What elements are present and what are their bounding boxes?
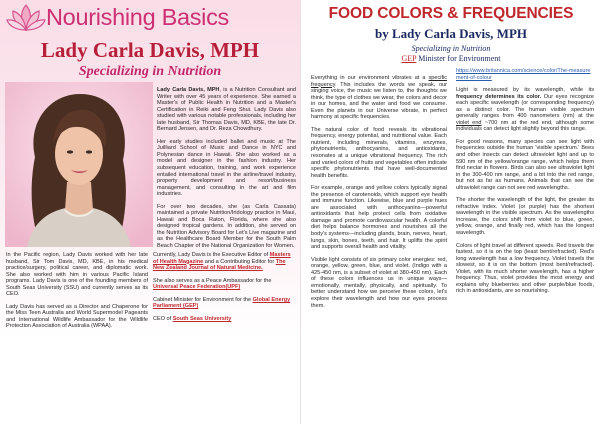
gep-link[interactable]: Global Energy Parliament (GEP) <box>153 296 291 310</box>
roles-editor-text: Currently, Lady Davis is the Executive Editor of <box>153 252 270 258</box>
right-page <box>300 0 600 424</box>
bio-intro-text: , is a Nutrition Consultant and Writer with over 45 years of experience. She earned a Master's of Public Health in Nutrition and a Master's Certification in Reiki and Feng Shui. Lady Davis also studied with various notable professionals, including her late husband, Sir Thomas Davis, MD, KBE, the late Dr. Bernard Jensen, and Dr. Reza Chowdhury. <box>157 87 296 133</box>
article-byline: by Lady Carla Davis, MPH <box>374 26 528 41</box>
masthead-title: Nourishing Basics <box>46 4 229 30</box>
bio-roles-column <box>153 252 296 328</box>
para-light-speeds: Colors of light travel at different speeds. Red travels the fastest, so it is on the top (least bent/refracted). Red's long wavelength has a low frequency. Violet travels the slowest, so it is on the bottom (most bent/refracted). Violet, with its much shorter wavelength, has a higher frequency. Thus, violet provides the most energy and explains why blueberries and other purple/blue foods, rich in antioxidants, are so nourishing. <box>456 242 594 295</box>
article-specializing: Specializing in Nutrition <box>411 44 491 53</box>
para-species-vision: For good reasons, many species can see light with frequencies outside the human 'visible spectrum.' Bees and other insects can detect ultraviolet light and up to 590 nm of the yellow/orange range, which helps them find nectar in flowers. Birds can also see ultraviolet light in the 300-400 nm range, and a bit into the red range, but not as far as humans. Animals that can see the ultraviolet range can not see red wavelengths. <box>456 138 594 191</box>
article-column-1 <box>311 75 447 315</box>
masters-of-health-link[interactable]: Masters of Health Magazine <box>153 252 291 265</box>
gep-header-link[interactable]: GEP <box>401 54 417 63</box>
gep-minister-text: Minister for Environment <box>416 54 501 63</box>
bio-practice: For over two decades, she (as Carla Cassata) maintained a private Nutrition/Iridology practice in Maui, Hawaii and Boca Raton, Florida, where she also designed tropical gardens. In addition, she served on the Nutrition Advisory Board for Let's Live magazine and as the Healthcare Board Member for the South Palm Beach Chapter of the National Organization for Women. <box>157 203 296 250</box>
para1-rest: . This includes the words we speak, our singing voice, the music we listen to, the thoughts we think, the type of clothes we wear, the colors and decor in our homes, and the water and food we consume. Even the planets in our Universe vibrate, in perfect harmony at specific frequencies. <box>311 81 447 121</box>
light-range-text: ~700 nm at the red end, although some individuals can detect light slightly beyond this range. <box>456 119 594 133</box>
article-column-2 <box>456 68 594 301</box>
lotus-logo-icon <box>6 2 46 34</box>
bio-pacific-column <box>6 252 148 336</box>
ssu-link[interactable]: South Seas University <box>172 315 232 322</box>
bio-pacific-paragraph: In the Pacific region, Lady Davis worked with her late husband, Sir Tom Davis, MD, KBE, in his medical practice/surgery, political career, and diplomatic work. She also worked with him in various Pacific Island programs. Lady Davis is one of the founding members of South Seas University (SSU) and currently serves as its CEO. <box>6 252 148 298</box>
light-measured-text: Light is measured by its wavelength, while its <box>456 87 594 94</box>
author-bio <box>157 87 296 256</box>
author-subtitle: Specializing in Nutrition <box>78 64 222 79</box>
roles-editor-mid: and a Contributing Editor for <box>203 258 276 265</box>
roles-ceo-text: CEO of <box>153 315 173 322</box>
bio-author-name: Lady Carla Davis, MPH <box>157 87 220 93</box>
article-title: FOOD COLORS & FREQUENCIES <box>328 5 574 22</box>
roles-peace-text: She also serves as a Peace Ambassador for the <box>153 277 272 284</box>
para-visible-light: Visible light consists of six primary color energies: red, orange, yellow, green, blue, and violet. (Indigo with a 425-450 nm, is a subset of violet at 380-450 nm). Each of these colors influences us in unique ways—emotionally, mentally, physically, and spiritually. To better understand how we perceive these colors, let's explore their wavelength and how our eyes process them. <box>311 256 447 309</box>
nz-journal-link[interactable]: The New Zealand Journal of Natural Medicine. <box>153 258 286 272</box>
upf-link[interactable]: Universal Peace Federation(UPF) <box>153 284 241 291</box>
light-spectrum-text: Our eyes recognize each specific wavelength (or corresponding frequency) as a distinct color. The human visible spectrum generally ranges from 400 nanometers (nm) at the <box>456 93 595 120</box>
para1-start: Everything in our environment vibrates at a <box>311 75 429 81</box>
author-portrait <box>5 82 153 247</box>
frequency-color-bold: frequency determines its color. <box>456 93 542 100</box>
bio-early-studies: Her early studies included ballet and music at The Juilliard School of Music and Dance in NYC and Polynesian dance in Hawaii. She also worked as a model and designer in the fashion industry. Her subsequent education, training, and work experience entailed international travel in the airline/travel industry, property development and resort/business management, and consulting in the art and film industries. <box>157 138 296 198</box>
author-name-heading: Lady Carla Davis, MPH <box>40 38 260 62</box>
para-wavelength-refraction: The shorter the wavelength of the light, the greater its refractive index. Violet (or purple) has the shortest wavelength in the visible spectrum. As the wavelengths increase, the colors shift from violet to blue, green, yellow, orange, and finally red, which has the longest wavelength. <box>456 197 594 237</box>
para-natural-color: The natural color of food reveals its vibrational frequency, energy potential, and nutritional value. Each nutrient, including minerals, vitamins, enzymes, phytonutrients, anthocyanins, and antioxidants, resonates at a unique vibrational frequency. The rich and varied colors of fruits and vegetables often indicate specific phytonutrients that have well-documented health benefits. <box>311 126 447 179</box>
para-example-colors: For example, orange and yellow colors typically signal the presence of carotenoids, which support eye health and immune function. Likewise, blue and purple hues are associated with anthocyanins—powerful antioxidants that help protect cells from oxidative damage and promote cardiovascular health. A colorful diet helps balance hormones and nourishes all the body's systems—including glands, brain, nerves, heart, lungs, skin, bones, teeth, and hair. It uplifts the spirit and supports overall health and vitality. <box>311 185 447 251</box>
specific-frequency-link[interactable]: specific frequency <box>311 75 447 88</box>
britannica-url-link[interactable]: https://www.britannica.com/science/color/The-measurement-of-colour <box>456 68 591 81</box>
violet-end-link[interactable]: violet end <box>456 119 482 126</box>
article-gep-line <box>301 54 600 63</box>
bio-director-paragraph: Lady Davis has served as a Director and Chaperone for the Miss Teen Australia and World Supermodel Pageants and International Wildlife Ambassador for the Wildlife Protection Association of Australia (WPAA). <box>6 303 148 330</box>
roles-cabinet-text: Cabinet Minister for Environment for the <box>153 296 253 303</box>
